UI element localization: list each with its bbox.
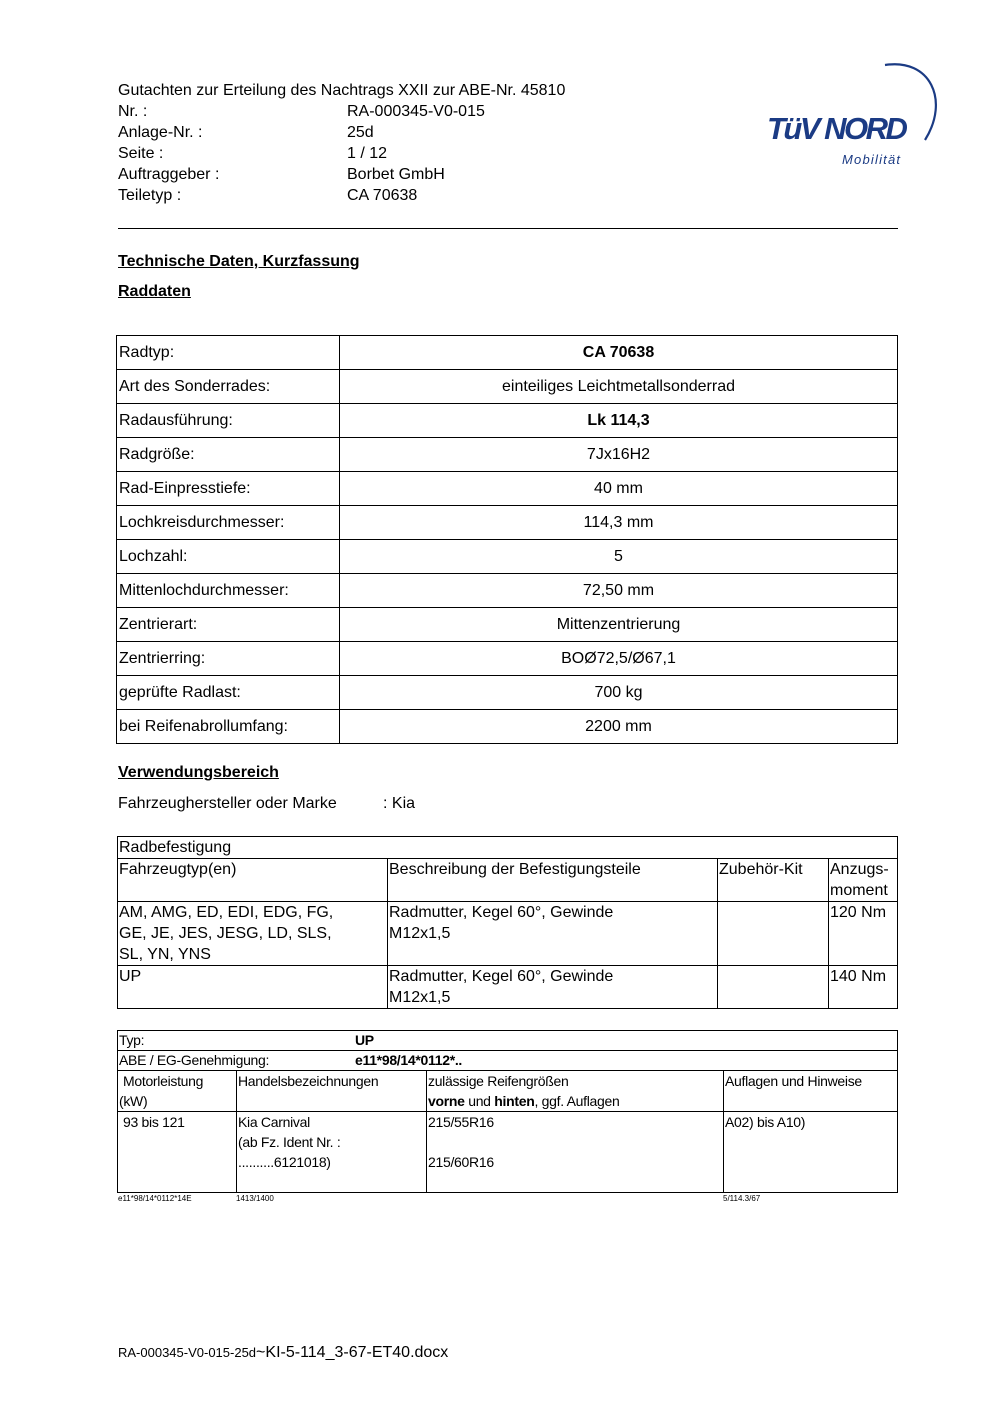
cell-line: M12x1,5 — [389, 989, 451, 1006]
vehicle-table — [117, 1030, 898, 1193]
abe-label: ABE / EG-Genehmigung: — [119, 1052, 270, 1068]
cell-line: M12x1,5 — [389, 925, 451, 942]
manufacturer-label: Fahrzeughersteller oder Marke — [118, 795, 337, 812]
cell-line: 215/55R16 — [428, 1114, 494, 1130]
footer-filename — [118, 1344, 448, 1362]
table-row — [117, 574, 898, 608]
usage-title: Verwendungsbereich — [118, 764, 279, 781]
wheel-value: CA 70638 — [340, 336, 898, 370]
wheel-value: 5 — [340, 540, 898, 574]
text-suffix: , ggf. Auflagen — [534, 1093, 620, 1109]
table-row — [118, 1051, 898, 1071]
footer-suffix: ~KI-5-114_3-67-ET40.docx — [256, 1344, 449, 1361]
header-label: Teiletyp : — [118, 187, 182, 204]
torque-cell: 120 Nm — [829, 902, 898, 966]
logo-sub-text: Mobilität — [842, 152, 902, 167]
footer-prefix: RA-000345-V0-015-25d — [118, 1345, 257, 1360]
header-text-line2 — [428, 1091, 722, 1111]
notes-cell: A02) bis A10) — [724, 1112, 898, 1193]
table-row — [118, 837, 898, 859]
header-label: Nr. : — [118, 103, 148, 120]
table-row — [118, 902, 898, 966]
header-cell-torque — [829, 859, 898, 902]
manufacturer-value: : Kia — [383, 795, 416, 812]
cell-line: GE, JE, JES, JESG, LD, SLS, — [119, 925, 332, 942]
tiny-approval-code: e11*98/14*0112*14E — [118, 1194, 192, 1203]
wheel-key: Zentrierart: — [117, 608, 340, 642]
wheel-key: bei Reifenabrollumfang: — [117, 710, 340, 744]
header-value: RA-000345-V0-015 — [347, 103, 485, 120]
table-row — [117, 370, 898, 404]
typ-label: Typ: — [119, 1032, 145, 1048]
header-text: zulässige Reifengrößen — [428, 1073, 569, 1089]
table-row — [117, 438, 898, 472]
header-cell: Auflagen und Hinweise — [724, 1071, 898, 1112]
kit-cell — [718, 902, 829, 966]
tiny-wheel-code: 5/114.3/67 — [723, 1194, 761, 1203]
table-row — [118, 1112, 898, 1193]
table-row — [117, 676, 898, 710]
table-row — [117, 506, 898, 540]
cell-line: (ab Fz. Ident Nr. : — [238, 1134, 341, 1150]
header-cell: Fahrzeugtyp(en) — [118, 859, 388, 902]
wheel-value: 72,50 mm — [340, 574, 898, 608]
abe-value: e11*98/14*0112*.. — [355, 1052, 463, 1068]
names-cell — [237, 1112, 427, 1193]
mounting-title: Radbefestigung — [118, 837, 898, 859]
header-value: 1 / 12 — [347, 145, 388, 162]
section-title: Technische Daten, Kurzfassung — [118, 253, 360, 270]
description-cell — [388, 902, 718, 966]
manufacturer-line — [118, 795, 416, 813]
cell-line: 215/60R16 — [428, 1154, 494, 1170]
power-cell: 93 bis 121 — [118, 1112, 237, 1193]
vehicle-types-cell — [118, 902, 388, 966]
bold-front: vorne — [428, 1093, 465, 1109]
table-row — [117, 336, 898, 370]
raddaten-title: Raddaten — [118, 283, 191, 300]
wheel-key: Lochkreisdurchmesser: — [117, 506, 340, 540]
wheel-key: Zentrierring: — [117, 642, 340, 676]
bold-rear: hinten — [494, 1093, 535, 1109]
typ-cell — [118, 1031, 898, 1051]
tiny-page-code: 1413/1400 — [236, 1194, 274, 1203]
header-text: Motorleistung — [123, 1073, 204, 1089]
cell-line: Radmutter, Kegel 60°, Gewinde — [389, 904, 614, 921]
wheel-key: Lochzahl: — [117, 540, 340, 574]
header-divider — [118, 228, 898, 229]
wheel-data-table — [116, 335, 898, 744]
table-row — [118, 1031, 898, 1051]
table-header-row — [118, 859, 898, 902]
cell-line: Kia Carnival — [238, 1114, 310, 1130]
wheel-value: Lk 114,3 — [340, 404, 898, 438]
header-value: 25d — [347, 124, 374, 141]
wheel-value: 114,3 mm — [340, 506, 898, 540]
header-value: Borbet GmbH — [347, 166, 445, 183]
table-row — [117, 710, 898, 744]
torque-cell: 140 Nm — [829, 966, 898, 1009]
header-label: Seite : — [118, 145, 164, 162]
tires-cell — [427, 1112, 724, 1193]
header-text: (kW) — [119, 1093, 148, 1109]
wheel-value: 2200 mm — [340, 710, 898, 744]
wheel-key: Rad-Einpresstiefe: — [117, 472, 340, 506]
wheel-key: Art des Sonderrades: — [117, 370, 340, 404]
header-cell: Zubehör-Kit — [718, 859, 829, 902]
document-title: Gutachten zur Erteilung des Nachtrags XXII zur ABE-Nr. 45810 — [118, 82, 566, 99]
header-value: CA 70638 — [347, 187, 418, 204]
header-label: Auftraggeber : — [118, 166, 220, 183]
table-row — [117, 540, 898, 574]
mounting-table — [117, 836, 898, 1009]
wheel-key: Radgröße: — [117, 438, 340, 472]
wheel-key: Mittenlochdurchmesser: — [117, 574, 340, 608]
vehicle-types-cell — [118, 966, 388, 1009]
header-cell-tires — [427, 1071, 724, 1112]
wheel-value: Mittenzentrierung — [340, 608, 898, 642]
cell-line: UP — [119, 968, 142, 985]
header-cell: Handelsbezeichnungen — [237, 1071, 427, 1112]
wheel-value: BOØ72,5/Ø67,1 — [340, 642, 898, 676]
header-text: Anzugs- — [830, 861, 889, 878]
header-cell-power — [118, 1071, 237, 1112]
header-cell: Beschreibung der Befestigungsteile — [388, 859, 718, 902]
wheel-value: 7Jx16H2 — [340, 438, 898, 472]
wheel-key: Radausführung: — [117, 404, 340, 438]
table-row — [117, 608, 898, 642]
tuv-nord-logo — [765, 60, 945, 170]
wheel-key: Radtyp: — [117, 336, 340, 370]
table-row — [117, 472, 898, 506]
table-header-row — [118, 1071, 898, 1112]
wheel-key: geprüfte Radlast: — [117, 676, 340, 710]
cell-line: ..........6121018) — [238, 1154, 331, 1170]
wheel-value: 40 mm — [340, 472, 898, 506]
abe-cell — [118, 1051, 898, 1071]
text-and: und — [464, 1093, 495, 1109]
wheel-value: einteiliges Leichtmetallsonderrad — [340, 370, 898, 404]
description-cell — [388, 966, 718, 1009]
header-label: Anlage-Nr. : — [118, 124, 203, 141]
cell-line: AM, AMG, ED, EDI, EDG, FG, — [119, 904, 334, 921]
cell-line: Radmutter, Kegel 60°, Gewinde — [389, 968, 614, 985]
cell-line: SL, YN, YNS — [119, 946, 211, 963]
table-row — [117, 404, 898, 438]
kit-cell — [718, 966, 829, 1009]
wheel-value: 700 kg — [340, 676, 898, 710]
table-row — [117, 642, 898, 676]
table-row — [118, 966, 898, 1009]
logo-brand-text: TüV NORD — [767, 111, 906, 146]
header-text: moment — [830, 882, 888, 899]
typ-value: UP — [355, 1032, 374, 1048]
